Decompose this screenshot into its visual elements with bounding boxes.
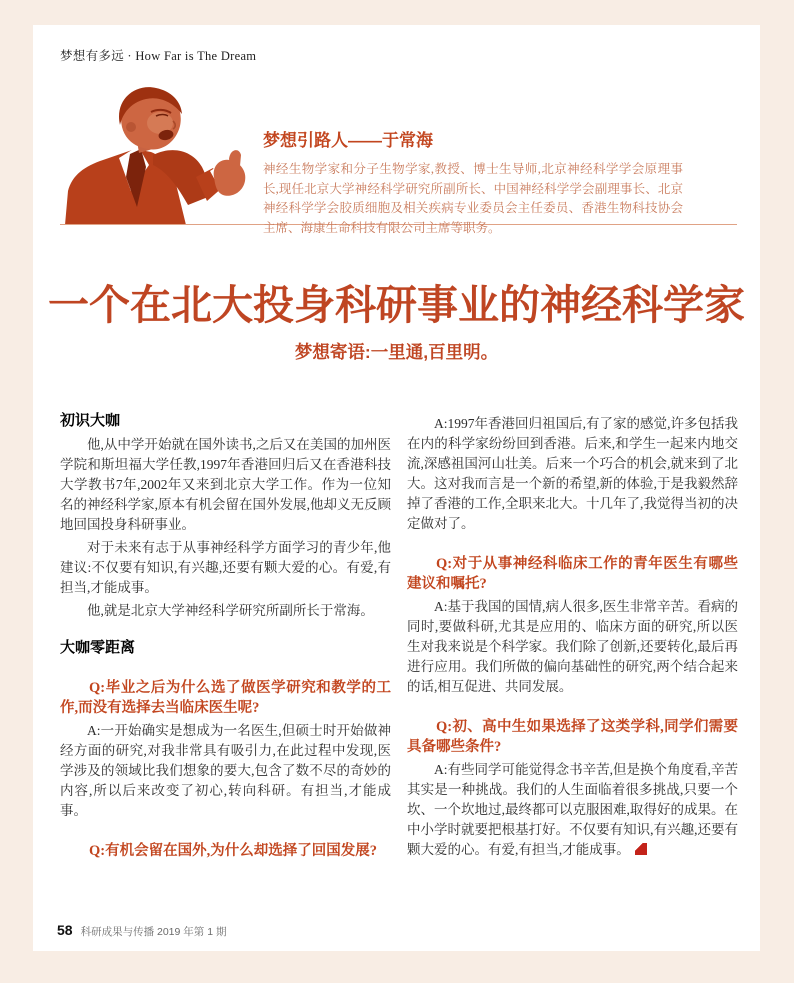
answer-paragraph: A:一开始确实是想成为一名医生,但硕士时开始做神经方面的研究,对我非常具有吸引力,在此过程中发现,医学涉及的领域比我们想象的要大,包含了数不尽的奇妙的内容,所以后来改变了初心,转向科研。有担当,才能成事。 [60,723,391,818]
article-end-icon [635,843,647,855]
article-body [60,411,738,864]
article-title: 一个在北大投身科研事业的神经科学家 [48,282,745,328]
article-subtitle: 梦想寄语:一里通,百里明。 [294,342,499,362]
answer-text: A:有些同学可能觉得念书辛苦,但是换个角度看,辛苦其实是一种挑战。我们的人生面临着很多挑战,只要一个坎、一个坎地过,最终都可以克服困难,取得好的成果。在中小学时就要把根基打好。不仅要有知识,有兴趣,还要有颗大爱的心。有爱,有担当,才能成事。 [407,762,738,857]
body-paragraph: 他,从中学开始就在国外读书,之后又在美国的加州医学院和斯坦福大学任教,1997年香港回归后又在香港科技大学教书7年,2002年又来到北京大学工作。作为一位知名的神经科学家,原本有机会留在国外发展,他却义无反顾地回国投身科研事业。 [60,437,391,532]
left-column [60,411,391,864]
body-paragraph: 对于未来有志于从事神经科学方面学习的青少年,他建议:不仅要有知识,有兴趣,还要有颗大爱的心。有爱,有担当,才能成事。 [60,540,391,595]
mentor-bio: 神经生物学家和分子生物学家,教授、博士生导师,北京神经科学学会原理事长,现任北京大学神经科学研究所副所长、中国神经科学学会副理事长、北京神经科学学会胶质细胞及相关疾病专业委员会主任委员、香港生物科技协会主席、海康生命科技有限公司主席等职务。 [263,162,683,235]
section-heading: 初识大咖 [60,412,121,429]
question-paragraph: Q:有机会留在国外,为什么却选择了回国发展? [89,843,377,859]
mentor-name: 梦想引路人——于常海 [263,131,433,150]
journal-title: 科研成果与传播 2019 年第 1 期 [80,926,227,938]
answer-paragraph: A:基于我国的国情,病人很多,医生非常辛苦。看病的同时,要做科研,尤其是应用的、临床方面的研究,所以医生对我来说是个科学家。我们除了创新,还要转化,最后再进行应用。我们所做的偏向基础性的研究,两个结合起来的话,相互促进、共同发展。 [407,599,738,694]
mentor-portrait-icon [61,85,261,225]
mentor-photo [61,85,261,225]
right-column [407,411,738,864]
section-header: 梦想有多远 · How Far is The Dream [60,49,257,63]
body-paragraph: 他,就是北京大学神经科学研究所副所长于常海。 [87,603,374,618]
answer-paragraph [407,760,738,860]
page [33,25,760,951]
page-number: 58 [57,922,73,938]
question-paragraph: Q:初、高中生如果选择了这类学科,同学们需要具备哪些条件? [407,719,738,755]
mentor-intro [263,126,683,238]
question-paragraph: Q:对于从事神经科临床工作的青年医生有哪些建议和嘱托? [407,556,738,592]
answer-paragraph: A:1997年香港回归祖国后,有了家的感觉,许多包括我在内的科学家纷纷回到香港。后来,和学生一起来内地交流,深感祖国河山壮美。后来一个巧合的机会,就来到了北大。这对我而言是一个新的希望,新的体验,于是我毅然辞掉了香港的工作,全职来北大。十几年了,我觉得当初的决定做对了。 [407,416,738,531]
question-paragraph: Q:毕业之后为什么选了做医学研究和教学的工作,而没有选择去当临床医生呢? [60,680,391,716]
page-footer [57,922,226,939]
section-heading: 大咖零距离 [60,639,136,656]
